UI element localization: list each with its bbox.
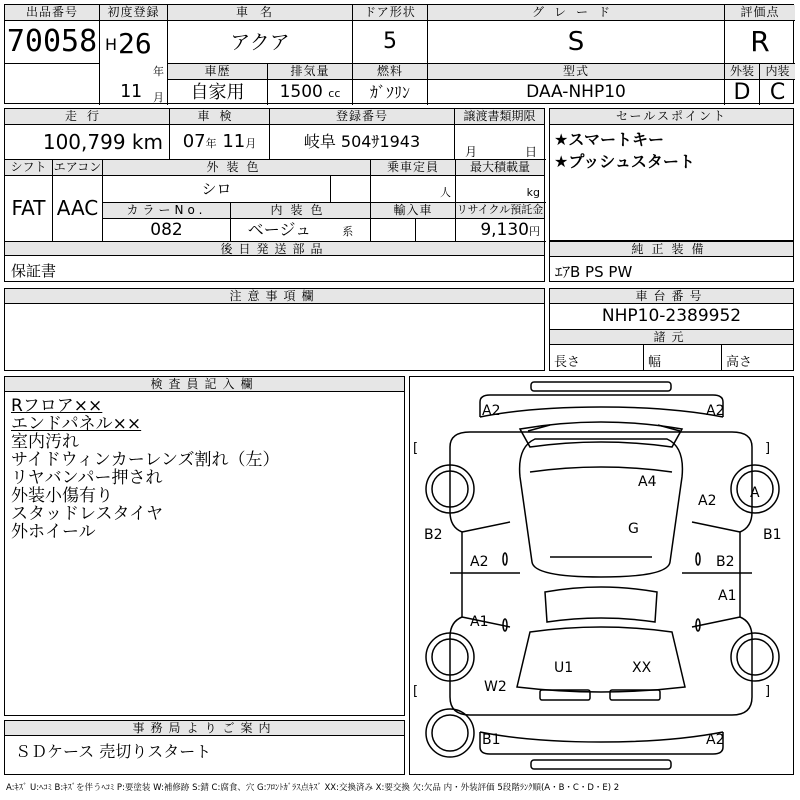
transfer-day-unit: 日: [525, 145, 538, 159]
sales-point-2: ★プッシュスタート: [554, 152, 695, 171]
model-label: 型式: [428, 64, 725, 80]
equipment-value: ｴｱB PS PW: [555, 263, 633, 281]
capacity-label: 乗車定員: [371, 160, 456, 176]
recycle-label: リサイクル預託金: [456, 203, 544, 219]
first-reg-label: 初度登録: [100, 5, 168, 21]
exterior-label: 外装: [725, 64, 760, 80]
ac-label: エアコン: [53, 160, 102, 174]
inspector-block: [4, 376, 405, 716]
mark-a2-front-left: A2: [482, 403, 501, 419]
lot-value: 70058: [5, 21, 100, 63]
inspector-line-4: サイドウィンカーレンズ割れ（左）: [11, 450, 280, 470]
interior-label: 内装: [760, 64, 795, 80]
displacement-label: 排気量: [268, 64, 353, 80]
first-reg-year: 26: [118, 27, 152, 60]
int-color-suffix: 系: [342, 225, 354, 238]
ac-value: AAC: [53, 176, 103, 241]
details-block: [4, 108, 545, 256]
notes-block: [4, 288, 545, 371]
fuel-label: 燃料: [353, 64, 428, 80]
equipment-block: [549, 241, 794, 282]
displacement-value: 1500: [279, 82, 323, 102]
exterior-value: D: [725, 80, 760, 105]
sales-point-1: ★スマートキー: [554, 130, 665, 149]
grade-value: S: [428, 21, 725, 63]
chassis-label: 車台番号: [550, 289, 793, 304]
mark-a2-front-right: A2: [706, 403, 725, 419]
transfer-label: 譲渡書類期限: [455, 109, 544, 125]
mark-a1-left-rear: A1: [470, 614, 489, 630]
score-value: R: [750, 25, 770, 58]
inspection-month: 11: [222, 131, 246, 152]
car-name-label: 車名: [168, 5, 353, 21]
mark-xx: XX: [632, 660, 652, 676]
int-color-cell: [231, 219, 371, 241]
load-unit: kg: [526, 186, 540, 199]
chassis-block: [549, 288, 794, 371]
inspection-label: 車検: [170, 109, 270, 125]
vehicle-diagram-svg: [410, 377, 793, 774]
import-cell-b: [416, 219, 456, 241]
load-cell: [456, 176, 544, 202]
score-label: 評価点: [725, 5, 795, 21]
mark-g: G: [628, 521, 639, 537]
history-label: 車歴: [168, 64, 268, 80]
shift-value: FAT: [5, 176, 53, 241]
color-no-label: カラーNo.: [103, 203, 231, 219]
fuel-value: ｶﾞｿﾘﾝ: [353, 80, 428, 105]
chassis-value: NHP10-2389952: [601, 306, 742, 326]
bracket-left-bottom: [: [413, 684, 419, 699]
recycle-value: 9,130: [480, 220, 529, 240]
inspector-line-6: 外装小傷有り: [11, 486, 113, 506]
capacity-cell: [371, 176, 456, 202]
equipment-label: 純正装備: [550, 242, 793, 257]
office-value: ＳＤケース 売切りスタート: [15, 742, 212, 761]
inspector-line-2: エンドパネル××: [11, 414, 142, 434]
office-block: [4, 720, 405, 775]
inspection-year: 07: [182, 131, 206, 152]
first-reg-era: H: [105, 35, 118, 54]
grade-label: グレード: [428, 5, 725, 21]
lot-label: 出品番号: [5, 5, 100, 21]
inspector-line-5: リヤバンパー押され: [11, 468, 163, 488]
mark-a2-right-fender: A2: [698, 493, 717, 509]
inspector-line-3: 室内汚れ: [11, 432, 79, 452]
mark-a2-rear-right: A2: [706, 732, 725, 748]
car-name-value: アクア: [168, 21, 353, 63]
int-color-value: ベージュ: [247, 220, 312, 239]
int-color-label: 内装色: [231, 203, 371, 219]
mark-b1-right: B1: [763, 527, 782, 543]
bracket-right-top: ]: [765, 441, 771, 456]
bracket-left-top: [: [413, 441, 419, 456]
inspector-label: 検査員記入欄: [5, 377, 404, 392]
dims-length: 長さ: [554, 355, 581, 370]
mark-b1-rear-left: B1: [482, 732, 501, 748]
first-reg-month-unit: 月: [153, 91, 164, 104]
inspection-year-unit: 年: [205, 137, 217, 150]
parts-value-box: [4, 255, 545, 282]
plate-label: 登録番号: [270, 109, 455, 125]
transfer-month-unit: 月: [465, 145, 478, 159]
sales-block: [549, 108, 794, 241]
door-label: ドア形状: [353, 5, 428, 21]
inspector-line-7: スタッドレスタイヤ: [11, 504, 164, 524]
parts-value: 保証書: [11, 262, 57, 280]
mark-a2-left-door: A2: [470, 554, 489, 570]
inspection-cell: [170, 125, 270, 159]
header-block: [4, 4, 794, 104]
inspector-line-1: Rフロア××: [11, 396, 103, 416]
dims-height: 高さ: [726, 355, 753, 370]
notes-label: 注意事項欄: [5, 289, 544, 304]
mark-a-right-tire: A: [750, 485, 760, 501]
sales-label: セールスポイント: [550, 109, 793, 125]
inspection-month-unit: 月: [245, 137, 257, 150]
color-label: 外装色: [103, 160, 371, 176]
dims-label: 諸元: [550, 330, 793, 345]
vehicle-diagram: [409, 376, 794, 775]
bracket-right-bottom: ]: [765, 684, 771, 699]
shift-label: シフト: [5, 160, 53, 176]
import-cell-a: [371, 219, 416, 241]
mark-b2-right-door: B2: [716, 554, 735, 570]
mileage-value: 100,799: [42, 130, 126, 154]
mark-u1: U1: [554, 660, 574, 676]
mark-a1-right-rear: A1: [718, 588, 737, 604]
interior-value: C: [769, 80, 786, 105]
first-reg-year-unit: 年: [153, 65, 164, 78]
mileage-label: 走行: [5, 109, 170, 125]
load-label: 最大積載量: [456, 160, 544, 176]
mileage-unit: km: [131, 130, 163, 154]
color-extra-cell: [331, 176, 371, 202]
import-label: 輸入車: [371, 203, 456, 219]
recycle-unit: 円: [529, 225, 540, 238]
color-no-value: 082: [103, 219, 231, 241]
mark-a4: A4: [638, 474, 657, 490]
first-reg-month: 11: [120, 81, 142, 102]
mileage-cell: [5, 125, 170, 159]
dims-width: 幅: [648, 355, 662, 370]
displacement-unit: cc: [328, 87, 341, 100]
recycle-cell: [456, 219, 544, 241]
mark-b2-left: B2: [424, 527, 443, 543]
displacement-cell: [268, 80, 353, 105]
office-label: 事務局よりご案内: [5, 721, 404, 736]
legend: A:ｷｽﾞ U:ﾍｺﾐ B:ｷｽﾞを伴うﾍｺﾐ P:要塗装 W:補修跡 S:錆 C:腐食、穴 G:ﾌﾛﾝﾄｶﾞﾗｽ点ｷｽﾞ XX:交換済み X:要交換 欠:欠品 内・外装評価 5段階ﾗﾝｸ順(A・B・C・D・E) 2: [6, 783, 620, 793]
mark-w2: W2: [484, 679, 507, 695]
door-value: 5: [353, 21, 428, 63]
parts-label: 後日発送部品: [5, 242, 544, 256]
model-value: DAA-NHP10: [428, 80, 725, 105]
color-value: シロ: [103, 176, 331, 202]
history-value: 自家用: [168, 80, 268, 105]
inspector-line-8: 外ホイール: [11, 522, 96, 542]
capacity-unit: 人: [440, 186, 451, 199]
plate-value: 岐阜 504ｻ1943: [270, 125, 455, 159]
